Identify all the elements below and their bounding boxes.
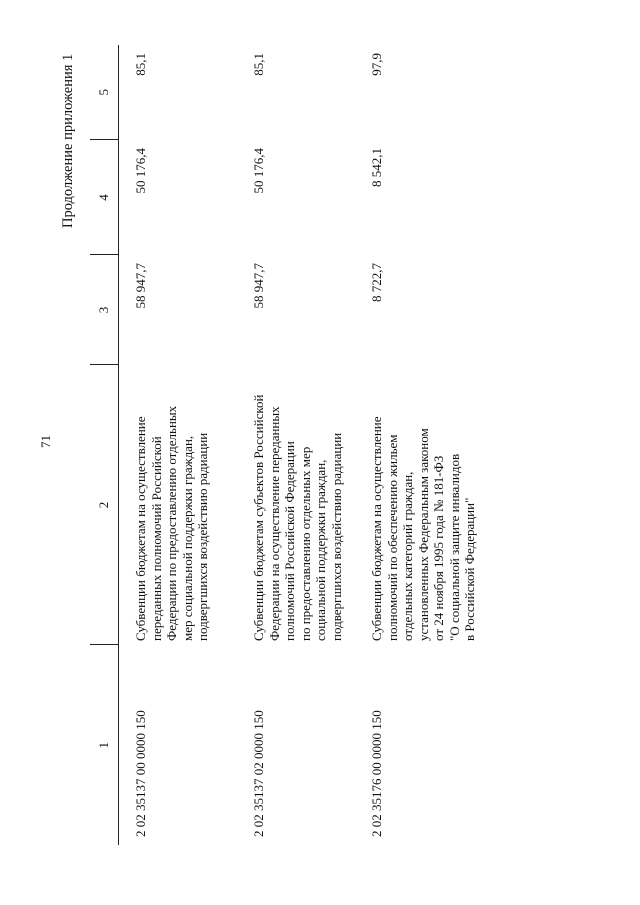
appendix-caption: Продолжение приложения 1 [60, 53, 76, 228]
header-col-5: 5 [90, 45, 119, 140]
budget-code: 2 02 35176 00 0000 150 [369, 710, 384, 837]
header-col-4: 4 [90, 140, 119, 255]
value-col-4: 8 542,1 [369, 148, 384, 187]
value-col-5: 85,1 [133, 53, 148, 76]
value-col-5: 97,9 [369, 53, 384, 76]
table-row [119, 45, 252, 845]
budget-code: 2 02 35137 02 0000 150 [251, 710, 266, 837]
value-col-4: 50 176,4 [251, 148, 266, 194]
budget-code: 2 02 35137 00 0000 150 [133, 710, 148, 837]
value-col-4: 50 176,4 [133, 148, 148, 194]
row-description: Субвенции бюджетам на осуществление переданных полномочий Российской Федерации по предоставлению отдельных мер социальной поддержки граждан, подвергшихся воздействию радиации [133, 405, 210, 641]
budget-table [90, 45, 519, 845]
header-col-1: 1 [90, 645, 119, 845]
page-number: 71 [38, 435, 53, 448]
value-col-3: 58 947,7 [133, 263, 148, 309]
header-col-2: 2 [90, 365, 119, 645]
table-header-row [90, 45, 119, 845]
row-description: Субвенции бюджетам на осуществление полномочий по обеспечению жильем отдельных категорий граждан, установленных Федеральным законом от 24 ноября 1995 года № 181-ФЗ "О социальной защите инвалидов в Российской Федерации" [369, 416, 477, 641]
value-col-5: 85,1 [251, 53, 266, 76]
table-row [369, 45, 519, 845]
table-row [251, 45, 369, 845]
header-col-3: 3 [90, 255, 119, 365]
row-description: Субвенции бюджетам субъектов Российской Федерации на осуществление переданных полномочий Российской Федерации по предоставлению отдельных мер социальной поддержки граждан, подвергшихся воздействию радиации [251, 394, 344, 641]
value-col-3: 58 947,7 [251, 263, 266, 309]
value-col-3: 8 722,7 [369, 263, 384, 302]
